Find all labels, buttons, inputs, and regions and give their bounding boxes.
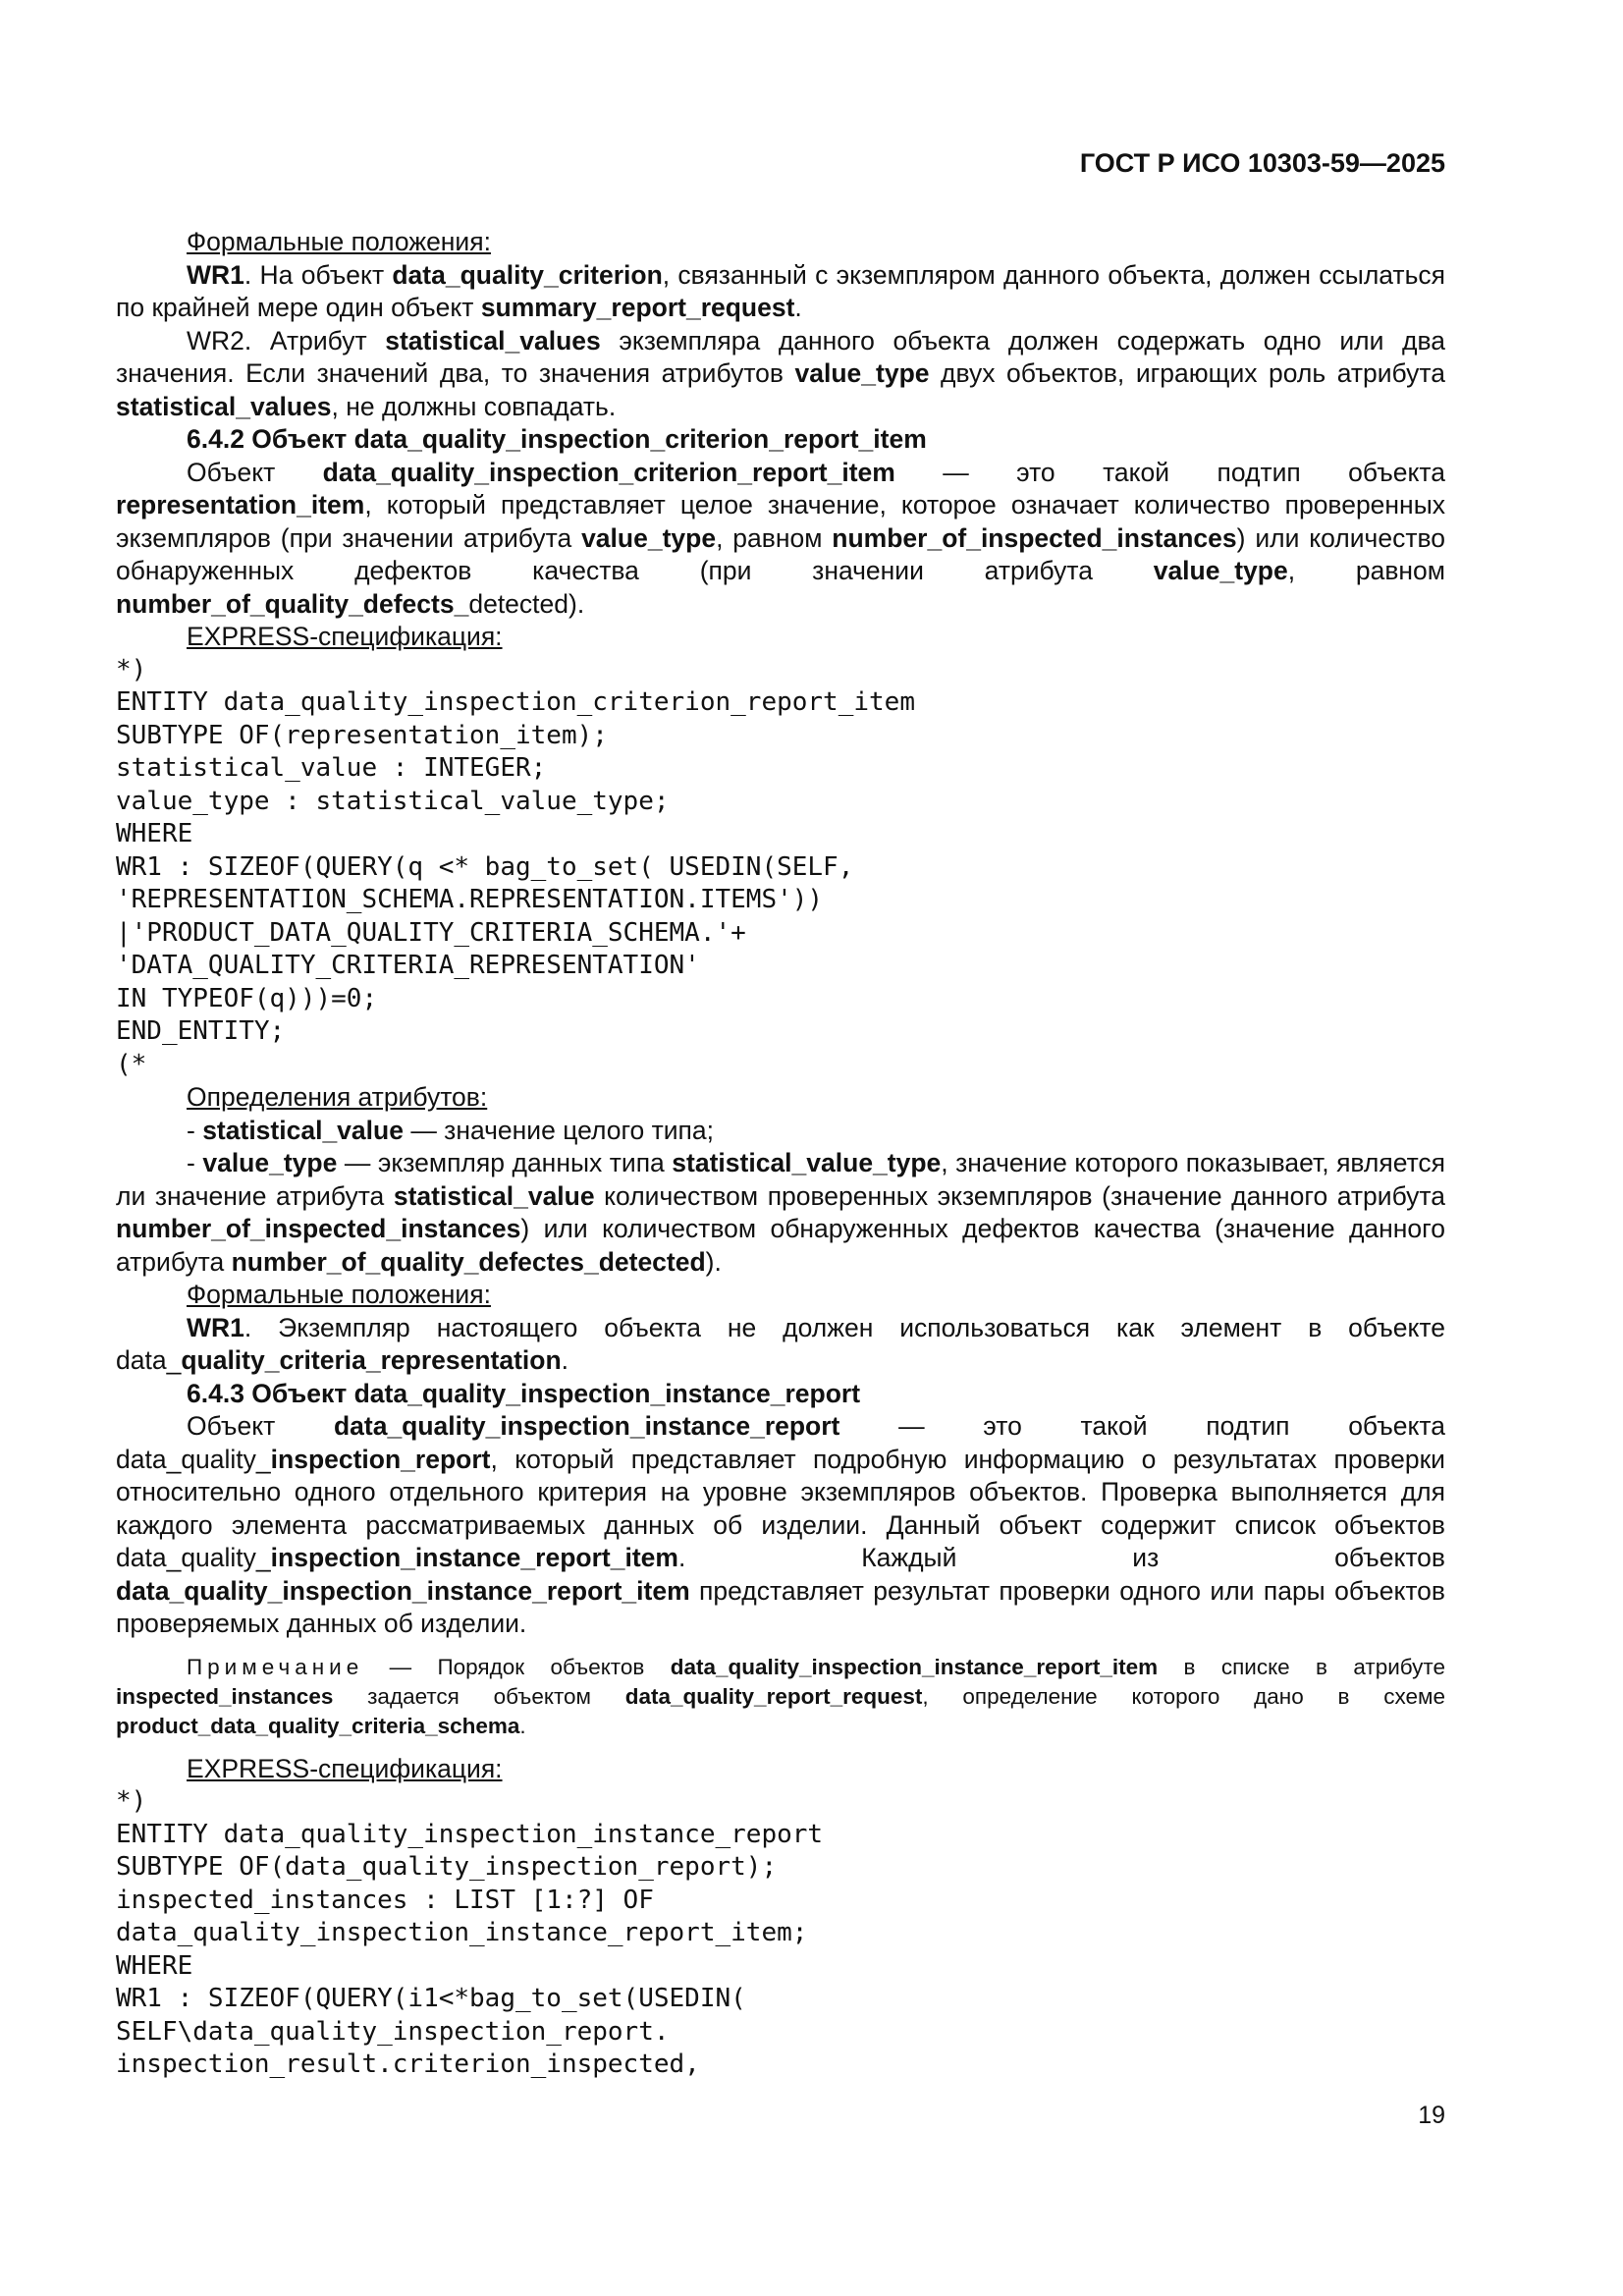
code-line: SELF\data_quality_inspection_report. (116, 2016, 670, 2047)
page-number: 19 (1418, 2102, 1445, 2129)
code-line: SUBTYPE OF(data_quality_inspection_report); (116, 1852, 778, 1882)
express-spec-label-2: EXPRESS-спецификация: (187, 1753, 503, 1783)
code-line: IN TYPEOF(q)))=0; (116, 983, 378, 1013)
code-line: statistical_value : INTEGER; (116, 753, 547, 783)
express-code-block-2 (116, 1785, 1445, 2082)
express-spec-label: EXPRESS-спецификация: (187, 622, 503, 651)
section-642-paragraph: Объект data_quality_inspection_criterion_report_item — это такой подтип объекта representation_item, который представляет целое значение, которое означает количество проверенных экземпляров (при значении атрибута value_type, равном number_of_inspected_instances) или количество обнаруженных дефектов качества (при значении атрибута value_type, равном number_of_quality_defects_detected). (116, 457, 1446, 619)
code-line: *) (116, 1786, 147, 1816)
code-line: WHERE (116, 819, 193, 848)
code-line: 'REPRESENTATION_SCHEMA.REPRESENTATION.ITEMS')) (116, 885, 824, 914)
section-heading-642: 6.4.2 Объект data_quality_inspection_criterion_report_item (187, 424, 927, 454)
code-line: value_type : statistical_value_type; (116, 786, 670, 816)
formal-provisions-label: Формальные положения: (187, 227, 491, 256)
code-line: SUBTYPE OF(representation_item); (116, 720, 608, 750)
section-heading-643: 6.4.3 Объект data_quality_inspection_instance_report (187, 1378, 861, 1408)
section-643-paragraph: Объект data_quality_inspection_instance_report — это такой подтип объекта data_quality_inspection_report, который представляет подробную информацию о результатах проверки относительно одного отдельного критерия на уровне экземпляров объектов. Проверка выполняется для каждого элемента рассматриваемых данных об изделии. Данный объект содержит список объектов data_quality_inspection_instance_report_item. Каждый из объектов data_quality_inspection_instance_report_item представляет результат проверки одного или пары объектов проверяемых данных об изделии. (116, 1411, 1445, 1638)
code-line: WR1 : SIZEOF(QUERY(i1<*bag_to_set(USEDIN( (116, 1984, 746, 2013)
code-line: 'DATA_QUALITY_CRITERIA_REPRESENTATION' (116, 951, 700, 980)
express-code-block-1 (116, 654, 1445, 1082)
code-line: END_ENTITY; (116, 1016, 286, 1046)
attribute-definitions-label: Определения атрибутов: (187, 1082, 488, 1112)
document-header: ГОСТ Р ИСО 10303-59—2025 (1079, 148, 1445, 178)
code-line: ENTITY data_quality_inspection_criterion_report_item (116, 687, 915, 717)
note-paragraph: Примечание — Порядок объектов data_quality_inspection_instance_report_item в списке в атрибуте inspected_instances задается объектом data_quality_report_request, определение которого дано в схеме product_data_quality_criteria_schema. (116, 1654, 1445, 1738)
code-line: |'PRODUCT_DATA_QUALITY_CRITERIA_SCHEMA.'+ (116, 917, 746, 948)
wr2-paragraph: WR2. Атрибут statistical_values экземпляра данного объекта должен содержать одно или два значения. Если значений два, то значения атрибутов value_type двух объектов, играющих роль атрибута statistical_values, не должны совпадать. (116, 325, 1445, 421)
formal-provisions-label-2: Формальные положения: (187, 1280, 491, 1309)
code-line: data_quality_inspection_instance_report_item; (116, 1918, 808, 1947)
page-content (116, 226, 1445, 2082)
attribute-definition-statistical-value: - statistical_value — значение целого типа; (187, 1115, 715, 1145)
code-line: WR1 : SIZEOF(QUERY(q <* bag_to_set( USEDIN(SELF, (116, 851, 854, 882)
code-line: (* (116, 1049, 147, 1079)
attribute-definition-value-type: - value_type — экземпляр данных типа statistical_value_type, значение которого показывает, является ли значение атрибута statistical_value количеством проверенных экземпляров (значение данного атрибута number_of_inspected_instances) или количеством обнаруженных дефектов качества (значение данного атрибута number_of_quality_defectes_detected). (116, 1148, 1446, 1277)
wr1-paragraph: WR1. На объект data_quality_criterion, связанный с экземпляром данного объекта, должен ссылаться по крайней мере один объект summary_report_request. (116, 259, 1445, 322)
code-line: inspection_result.criterion_inspected, (116, 2050, 700, 2079)
wr1-642-paragraph: WR1. Экземпляр настоящего объекта не должен использоваться как элемент в объекте data_quality_criteria_representation. (116, 1312, 1445, 1375)
code-line: *) (116, 654, 147, 684)
code-line: inspected_instances : LIST [1:?] OF (116, 1885, 654, 1915)
code-line: WHERE (116, 1950, 193, 1981)
code-line: ENTITY data_quality_inspection_instance_report (116, 1819, 824, 1849)
note-label: Примечание (187, 1654, 364, 1679)
